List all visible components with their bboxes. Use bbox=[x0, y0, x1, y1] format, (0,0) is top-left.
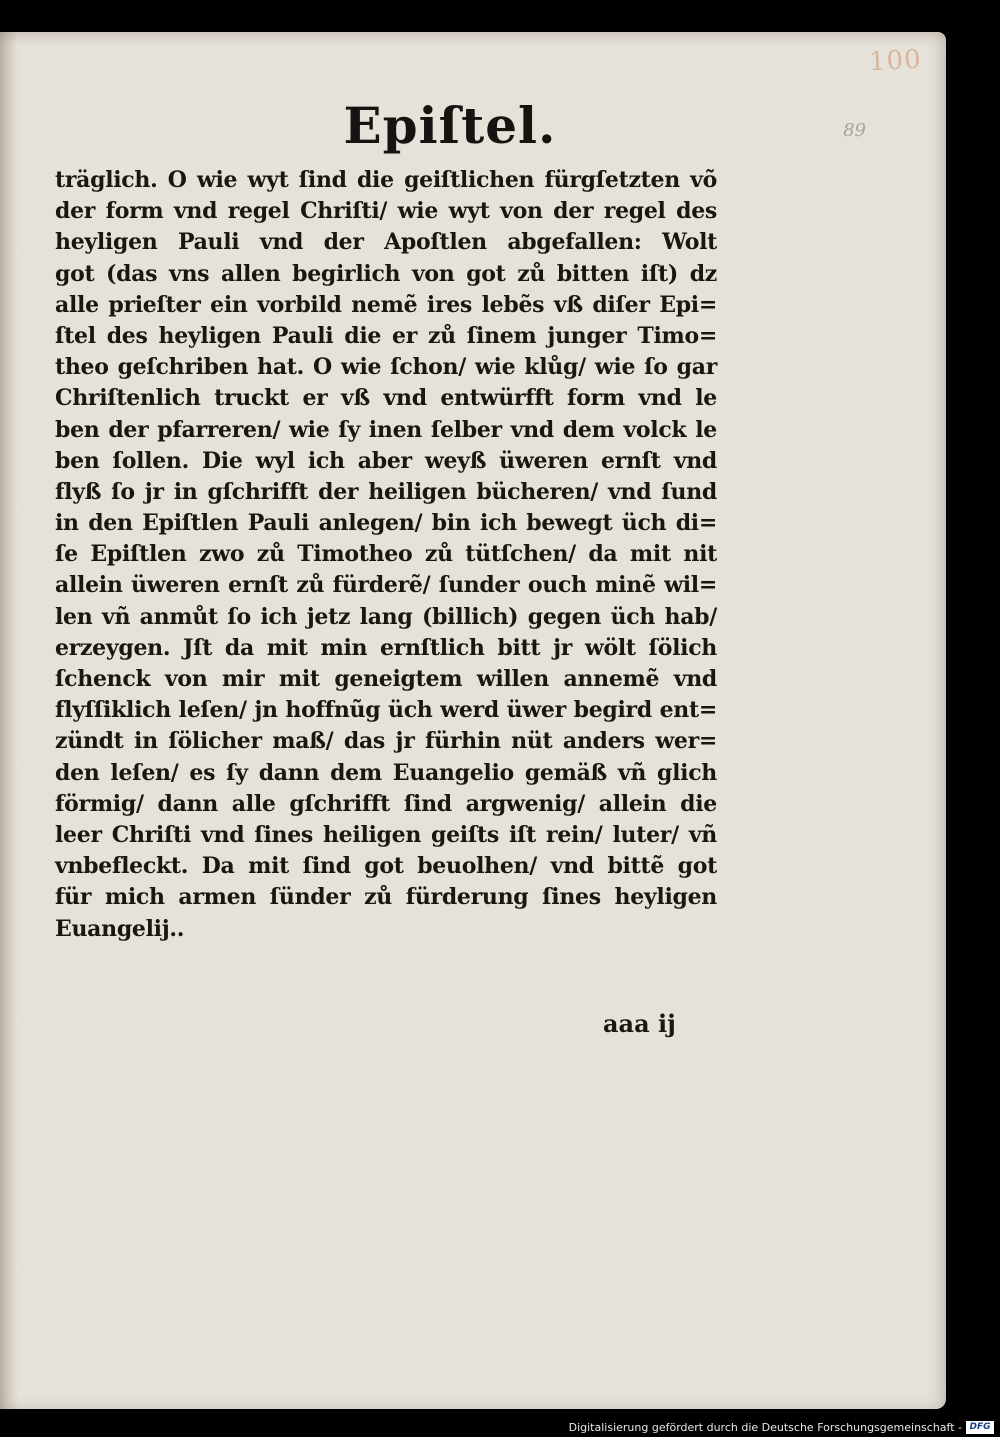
text-line: vnbefleckt. Da mit ſind got beuolhen/ vnd bittẽ got bbox=[55, 853, 717, 880]
text-line: theo geſchriben hat. O wie ſchon/ wie klůg/ wie ſo gar bbox=[55, 354, 717, 381]
text-line: heyligen Pauli vnd der Apoſtlen abgefallen: Wolt bbox=[55, 229, 717, 256]
signature-mark: aaa ij bbox=[603, 1009, 676, 1038]
text-line: flyß ſo jr in gſchrifft der heiligen bücheren/ vnd ſund bbox=[55, 478, 717, 505]
text-line: flyſſiklich leſen/ jn hoffnũg üch werd üwer begird ent= bbox=[55, 697, 717, 724]
text-line: alle prieſter ein vorbild nemẽ ires lebẽs vß diſer Epi= bbox=[55, 291, 717, 318]
text-line: ſchenck von mir mit geneigtem willen annemẽ vnd bbox=[55, 666, 717, 692]
text-line: der form vnd regel Chriſti/ wie wyt von der regel des bbox=[55, 198, 717, 225]
body-text bbox=[55, 165, 717, 945]
text-line: den leſen/ es ſy dann dem Euangelio gemäß vñ glich bbox=[55, 759, 717, 786]
running-head: Epiſtel. bbox=[343, 96, 557, 155]
text-line: zündt in ſölicher maß/ das jr fürhin nüt anders wer= bbox=[55, 728, 717, 755]
text-line: ſe Epiſtlen zwo zů Timotheo zů tütſchen/ da mit nit bbox=[55, 541, 717, 568]
text-line: erzeygen. Jſt da mit min ernſtlich bitt jr wölt ſölich bbox=[55, 634, 717, 661]
text-line: förmig/ dann alle gſchrifft ſind argwenig/ allein die bbox=[55, 790, 717, 817]
text-line: Euangelij.. bbox=[55, 915, 185, 942]
text-line: Chriſtenlich truckt er vß vnd entwürfft form vnd le bbox=[55, 385, 717, 412]
folio-number: 100 bbox=[868, 44, 923, 78]
text-line: len vñ anmůt ſo ich jetz lang (billich) gegen üch hab/ bbox=[55, 603, 717, 630]
text-line: leer Chriſti vnd ſines heiligen geiſts iſt rein/ luter/ vñ bbox=[55, 821, 717, 848]
funding-credit: Digitalisierung gefördert durch die Deutsche Forschungsgemeinschaft - bbox=[568, 1421, 962, 1434]
text-line: ben der pfarreren/ wie ſy inen ſelber vnd dem volck le bbox=[55, 416, 717, 443]
gutter-shadow bbox=[0, 32, 18, 1409]
text-line: ſtel des heyligen Pauli die er zů ſinem junger Timo= bbox=[55, 322, 717, 349]
book-page bbox=[0, 32, 946, 1409]
dfg-logo: DFG bbox=[966, 1421, 994, 1434]
text-line: in den Epiſtlen Pauli anlegen/ bin ich bewegt üch di= bbox=[55, 510, 717, 537]
pencil-folio-number: 89 bbox=[843, 120, 866, 141]
text-line: allein üweren ernſt zů fürderẽ/ ſunder ouch minẽ wil= bbox=[55, 572, 717, 599]
text-line: got (das vns allen begirlich von got zů bitten iſt) dz bbox=[55, 260, 717, 287]
text-line: träglich. O wie wyt ſind die geiſtlichen fürgſetzten võ bbox=[55, 167, 717, 193]
text-line: für mich armen ſünder zů fürderung ſines heyligen bbox=[55, 884, 717, 911]
text-line: ben ſollen. Die wyl ich aber weyß üweren ernſt vnd bbox=[55, 447, 717, 474]
